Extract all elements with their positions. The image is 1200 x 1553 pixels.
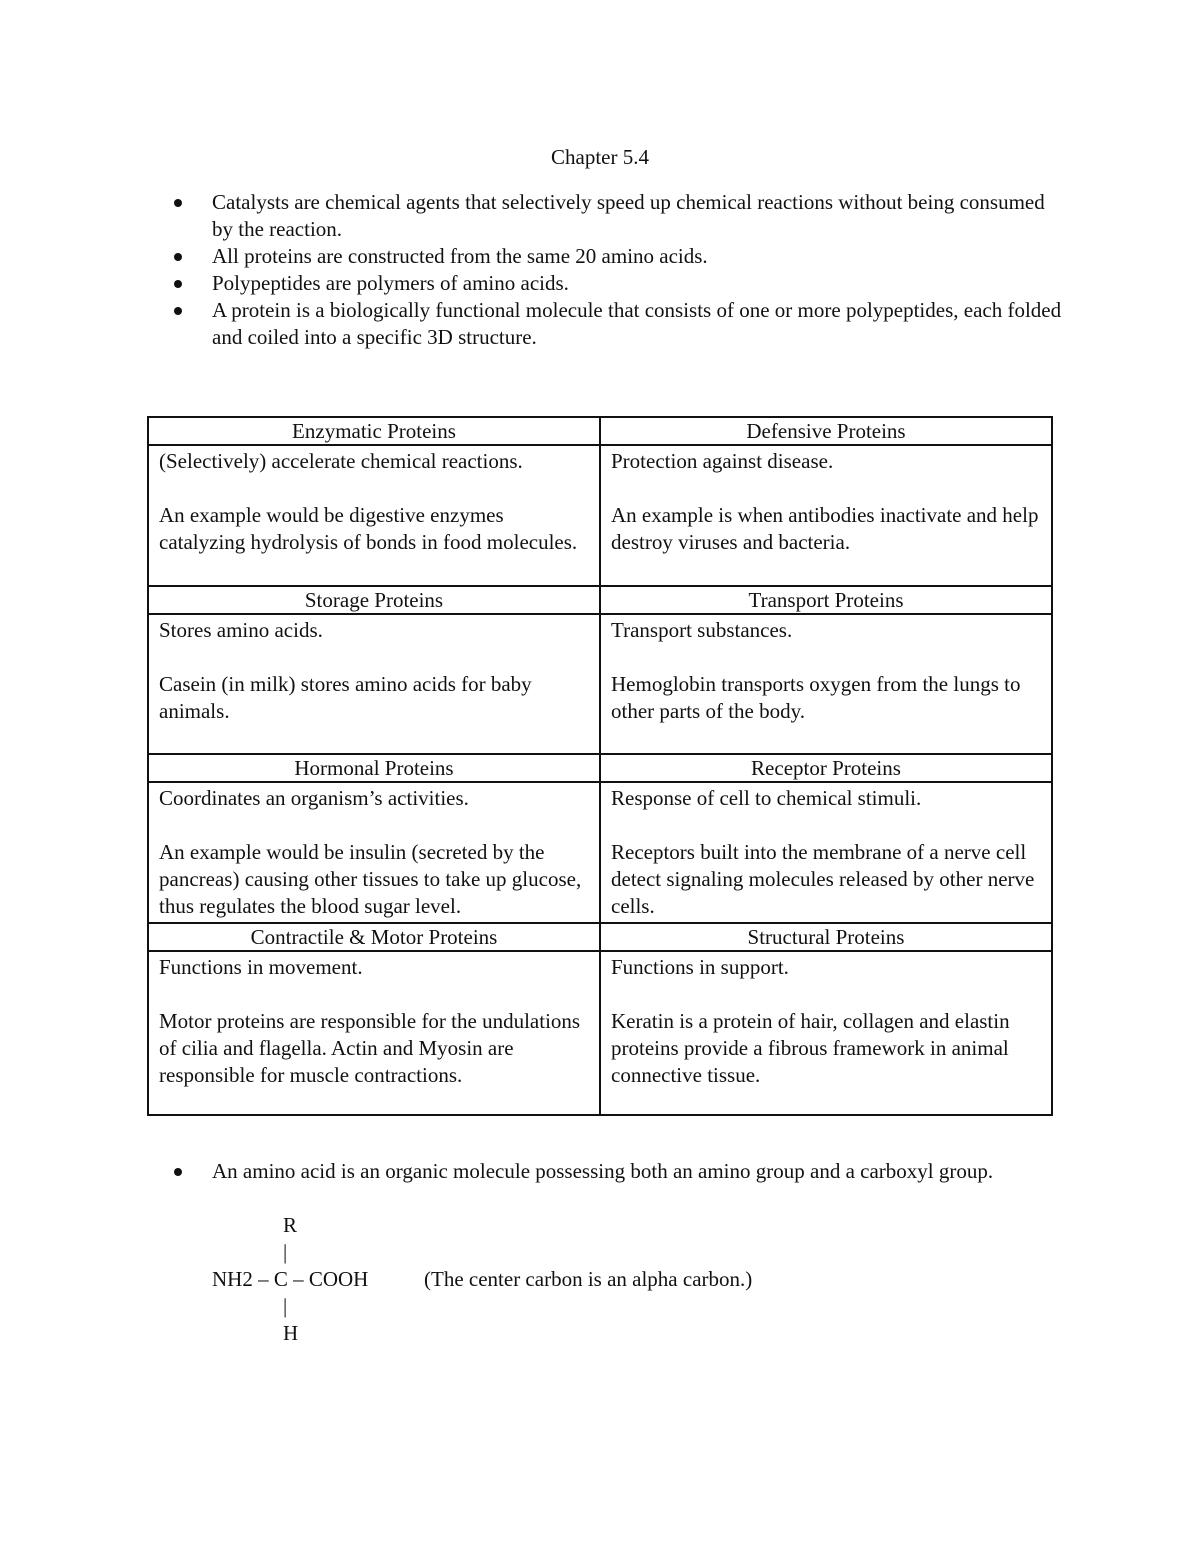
bullet-text: An amino acid is an organic molecule possessing both an amino group and a carboxyl group. (212, 1159, 994, 1183)
protein-example: Motor proteins are responsible for the undulations of cilia and flagella. Actin and Myosin are responsible for muscle contractions. (159, 1009, 581, 1087)
table-header-cell: Storage Proteins (148, 586, 600, 614)
table-header-row (148, 923, 1052, 951)
table-row (148, 951, 1052, 1115)
amino-bullet-list (212, 1158, 1062, 1185)
protein-example: Receptors built into the membrane of a nerve cell detect signaling molecules released by other nerve cells. (611, 840, 1035, 918)
list-item (212, 243, 1062, 270)
protein-example: An example would be digestive enzymes catalyzing hydrolysis of bonds in food molecules. (159, 503, 578, 554)
table-cell (148, 614, 600, 754)
table-header-cell: Transport Proteins (600, 586, 1052, 614)
table-header-cell: Enzymatic Proteins (148, 417, 600, 445)
table-cell (600, 614, 1052, 754)
list-item (212, 189, 1062, 243)
formula-note: (The center carbon is an alpha carbon.) (424, 1267, 753, 1291)
bullet-icon (174, 1168, 182, 1176)
table-header-cell: Structural Proteins (600, 923, 1052, 951)
table-header-row (148, 586, 1052, 614)
formula-bond: | (283, 1240, 288, 1264)
bullet-text: Catalysts are chemical agents that selectively speed up chemical reactions without being consumed by the reaction. (212, 190, 1045, 241)
protein-function: Stores amino acids. (159, 618, 323, 642)
protein-function: Protection against disease. (611, 449, 834, 473)
bullet-icon (174, 280, 182, 288)
table-cell (148, 951, 600, 1115)
table-header-cell: Receptor Proteins (600, 754, 1052, 782)
table-header-row (148, 417, 1052, 445)
protein-example: An example would be insulin (secreted by the pancreas) causing other tissues to take up glucose, thus regulates the blood sugar level. (159, 840, 582, 918)
table-cell (600, 782, 1052, 923)
table-cell (600, 951, 1052, 1115)
table-header-cell: Defensive Proteins (600, 417, 1052, 445)
list-item (212, 297, 1062, 351)
protein-function: Transport substances. (611, 618, 793, 642)
bullet-text: A protein is a biologically functional molecule that consists of one or more polypeptides, each folded and coiled into a specific 3D structure. (212, 298, 1062, 349)
bullet-text: All proteins are constructed from the same 20 amino acids. (212, 244, 708, 268)
bullet-icon (174, 307, 182, 315)
page-title: Chapter 5.4 (551, 145, 649, 169)
table-cell (148, 782, 600, 923)
bullet-text: Polypeptides are polymers of amino acids. (212, 271, 569, 295)
table-cell (600, 445, 1052, 586)
protein-example: Hemoglobin transports oxygen from the lungs to other parts of the body. (611, 672, 1021, 723)
protein-function: (Selectively) accelerate chemical reactions. (159, 449, 523, 473)
table-row (148, 614, 1052, 754)
formula-r-group: R (283, 1213, 298, 1237)
protein-function: Functions in movement. (159, 955, 363, 979)
table-header-cell: Contractile & Motor Proteins (148, 923, 600, 951)
table-row (148, 445, 1052, 586)
protein-example: Keratin is a protein of hair, collagen and elastin proteins provide a fibrous framework in animal connective tissue. (611, 1009, 1010, 1087)
table-header-row (148, 754, 1052, 782)
list-item (212, 1158, 1062, 1185)
formula-chain: NH2 – C – COOH (212, 1267, 369, 1291)
protein-function: Coordinates an organism’s activities. (159, 786, 469, 810)
protein-example: An example is when antibodies inactivate and help destroy viruses and bacteria. (611, 503, 1039, 554)
formula-bond: | (283, 1294, 288, 1318)
list-item (212, 270, 1062, 297)
protein-types-table (147, 416, 1053, 1116)
protein-function: Response of cell to chemical stimuli. (611, 786, 922, 810)
protein-function: Functions in support. (611, 955, 789, 979)
amino-acid-formula (212, 1212, 912, 1347)
protein-example: Casein (in milk) stores amino acids for baby animals. (159, 672, 532, 723)
intro-bullet-list (212, 189, 1062, 351)
formula-h-atom: H (283, 1321, 299, 1345)
table-header-cell: Hormonal Proteins (148, 754, 600, 782)
table-cell (148, 445, 600, 586)
bullet-icon (174, 253, 182, 261)
table-row (148, 782, 1052, 923)
bullet-icon (174, 199, 182, 207)
